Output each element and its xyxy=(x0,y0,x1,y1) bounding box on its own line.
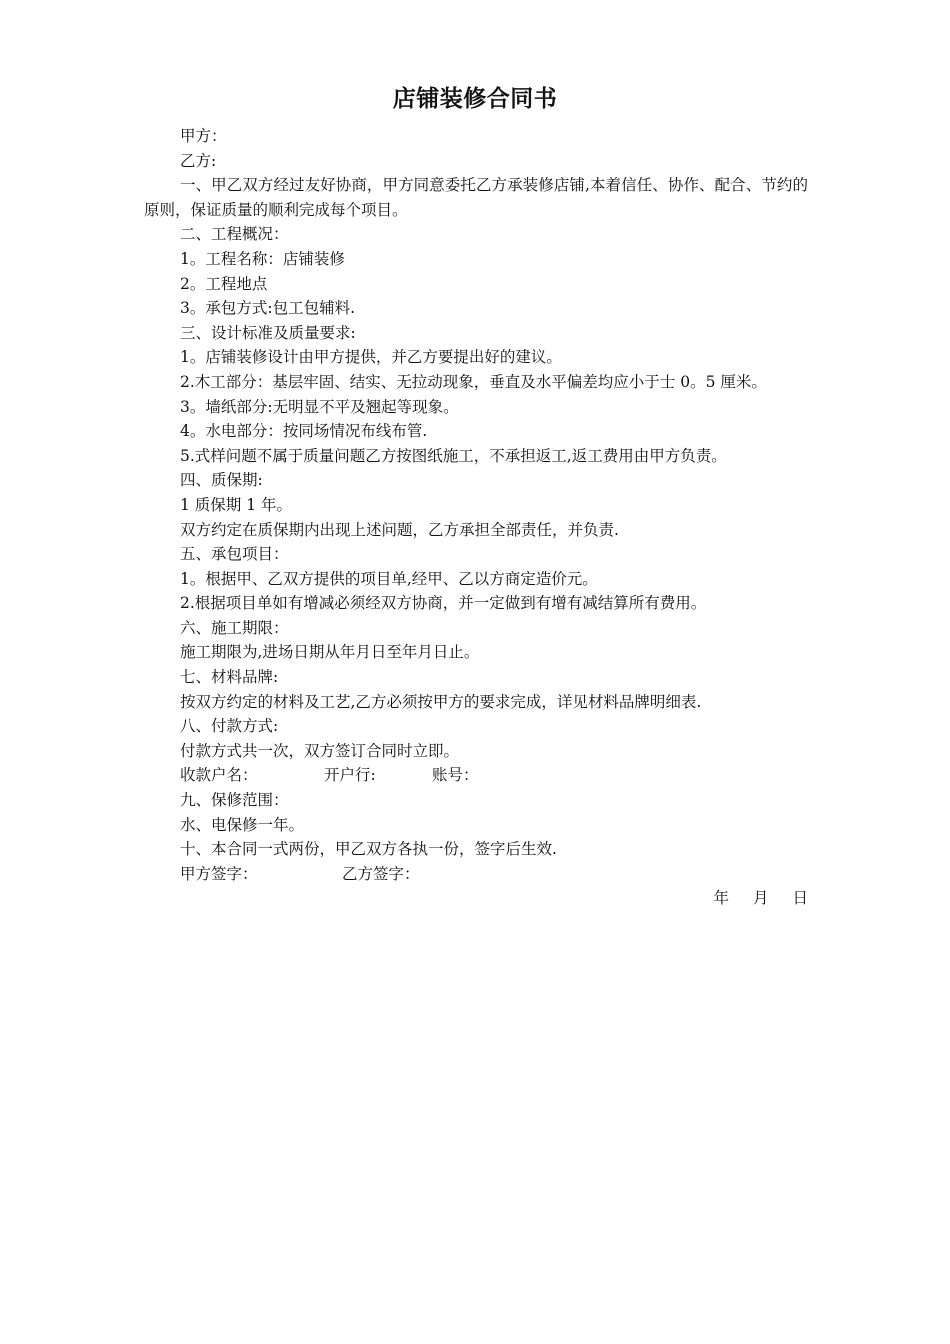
section-7-item-1: 按双方约定的材料及工艺,乙方必须按甲方的要求完成，详见材料品牌明细表. xyxy=(180,692,702,711)
date-row xyxy=(144,886,808,911)
section-4-item-2: 双方约定在质保期内出现上述问题，乙方承担全部责任，并负责. xyxy=(180,520,619,539)
section-5-item-1: 1。根据甲、乙双方提供的项目单,经甲、乙以方商定造价元。 xyxy=(180,569,598,588)
section-9-heading: 九、保修范围： xyxy=(180,791,289,810)
signature-row xyxy=(144,862,808,887)
date-day-label: 日 xyxy=(792,889,808,908)
section-3-heading: 三、设计标准及质量要求: xyxy=(180,323,356,342)
account-info-row xyxy=(144,763,808,788)
party-b-line: 乙方: xyxy=(180,151,217,170)
date-gap xyxy=(768,886,792,911)
clause-1: 一、甲乙双方经过友好协商，甲方同意委托乙方承装修店铺,本着信任、协作、配合、节约的原则，保证质量的顺利完成每个项目。 xyxy=(144,176,808,219)
section-2-item-3: 3。承包方式:包工包辅料. xyxy=(180,299,356,318)
section-6-heading: 六、施工期限： xyxy=(180,618,289,637)
section-5-heading: 五、承包项目： xyxy=(180,545,289,564)
date-month-label: 月 xyxy=(752,889,769,908)
account-name-label: 收款户名： xyxy=(180,766,258,785)
section-4-heading: 四、质保期: xyxy=(180,471,263,490)
document-body xyxy=(144,124,808,911)
section-5-item-2: 2.根据项目单如有增减必须经双方协商，并一定做到有增有减结算所有费用。 xyxy=(180,594,707,613)
account-number-label: 账号： xyxy=(432,766,479,785)
section-3-item-2: 2.木工部分：基层牢固、结实、无拉动现象，垂直及水平偏差均应小于士 0。5 厘米。 xyxy=(180,372,767,391)
party-b-signature-label: 乙方签字： xyxy=(342,864,420,883)
section-10: 十、本合同一式两份，甲乙双方各执一份，签字后生效. xyxy=(180,840,557,859)
section-2-heading: 二、工程概况： xyxy=(180,225,289,244)
section-2-item-2: 2。工程地点 xyxy=(180,274,268,293)
section-6-item-1: 施工期限为,进场日期从年月日至年月日止。 xyxy=(180,643,480,662)
section-7-heading: 七、材料品牌: xyxy=(180,668,279,687)
date-gap xyxy=(729,886,753,911)
section-9-item-1: 水、电保修一年。 xyxy=(180,815,305,834)
section-8-item-1: 付款方式共一次，双方签订合同时立即。 xyxy=(180,741,460,760)
date-year-label: 年 xyxy=(713,889,729,908)
section-2-item-1: 1。工程名称：店铺装修 xyxy=(180,249,345,268)
section-3-item-4: 4。水电部分：按同场情况布线布管. xyxy=(180,422,428,441)
section-4-item-1: 1 质保期 1 年。 xyxy=(180,495,293,514)
account-bank-label: 开户行: xyxy=(324,766,376,785)
party-a-signature-label: 甲方签字： xyxy=(180,864,258,883)
section-3-item-1: 1。店铺装修设计由甲方提供，并乙方要提出好的建议。 xyxy=(180,348,562,367)
document-title: 店铺装修合同书 xyxy=(392,85,558,112)
section-3-item-3: 3。墙纸部分:无明显不平及翘起等现象。 xyxy=(180,397,459,416)
section-8-heading: 八、付款方式: xyxy=(180,717,279,736)
section-3-item-5: 5.式样问题不属于质量问题乙方按图纸施工，不承担返工,返工费用由甲方负责。 xyxy=(180,446,727,465)
party-a-line: 甲方： xyxy=(180,127,227,145)
